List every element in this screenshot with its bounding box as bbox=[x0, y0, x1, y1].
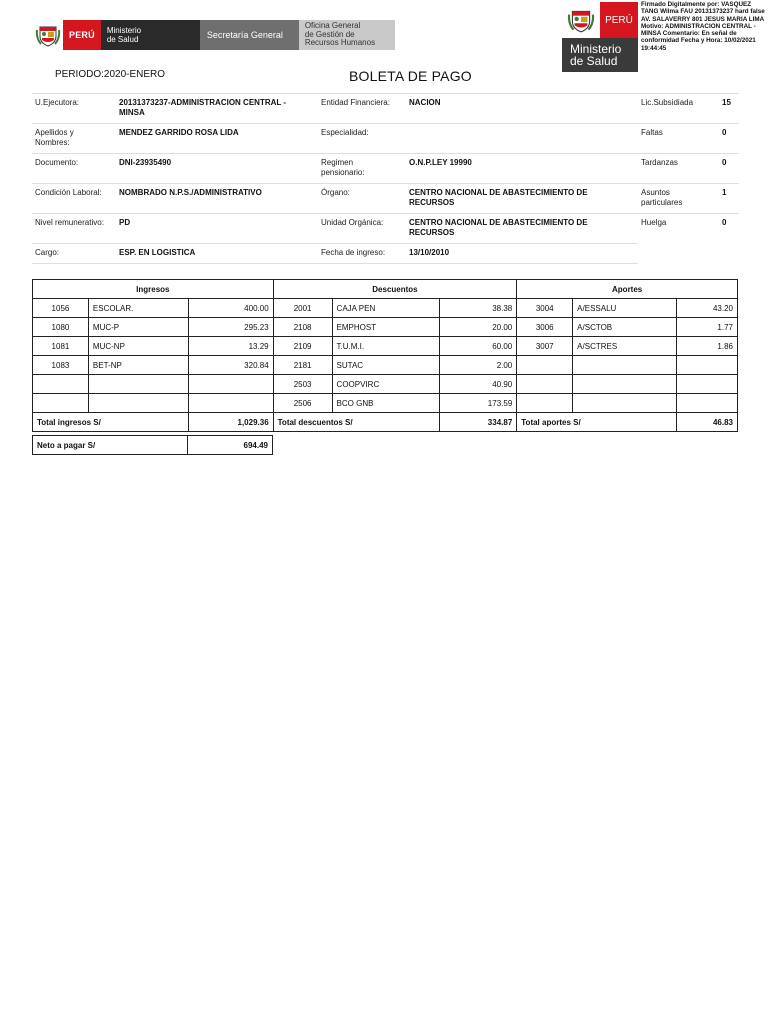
ingreso-code: 1056 bbox=[33, 299, 89, 318]
descuento-name: CAJA PEN bbox=[332, 299, 440, 318]
digital-signature-text: Firmado Digitalmente por: VASQUEZ TANG Wilma FAU 20131373237 hard false AV. SALAVERRY 801 JESUS MARIA LIMA Motivo: ADMINISTRACION CENTRAL - MINSA Comentario: En señal de conformidad Fecha y Hora: 10/02/2021 19:44:45 bbox=[641, 1, 765, 52]
ingreso-code: 1080 bbox=[33, 318, 89, 337]
ejecutora-label: U.Ejecutora: bbox=[35, 98, 80, 107]
total-ingresos-label: Total ingresos S/ bbox=[33, 413, 189, 432]
aportes-header: Aportes bbox=[517, 280, 738, 299]
entidad-value: NACION bbox=[409, 98, 441, 107]
ingreso-code: 1083 bbox=[33, 356, 89, 375]
organo-label: Órgano: bbox=[321, 188, 350, 197]
asuntos-label: Asuntos particulares bbox=[641, 188, 683, 207]
aporte-amount bbox=[677, 394, 738, 413]
ingreso-amount: 295.23 bbox=[188, 318, 273, 337]
ingreso-name: MUC-NP bbox=[88, 337, 188, 356]
asuntos-value: 1 bbox=[722, 188, 727, 197]
apellidos-label: Apellidos y Nombres: bbox=[35, 128, 74, 147]
aporte-name: A/SCTOB bbox=[573, 318, 677, 337]
descuento-amount: 40.90 bbox=[440, 375, 517, 394]
signature-ministerio-line1: Ministerio bbox=[570, 42, 622, 56]
ingreso-amount: 400.00 bbox=[188, 299, 273, 318]
descuentos-header: Descuentos bbox=[273, 280, 517, 299]
huelga-value: 0 bbox=[722, 218, 727, 227]
nivel-value: PD bbox=[119, 218, 131, 227]
signature-logo bbox=[562, 2, 638, 72]
page-title: BOLETA DE PAGO bbox=[349, 68, 472, 84]
ingresos-header: Ingresos bbox=[33, 280, 274, 299]
huelga-label: Huelga bbox=[641, 218, 667, 227]
ingreso-amount bbox=[188, 375, 273, 394]
nivel-label: Nivel remunerativo: bbox=[35, 218, 104, 227]
oficina-line1: Oficina General bbox=[304, 21, 361, 31]
fecha-ingreso-value: 13/10/2010 bbox=[409, 248, 450, 257]
fecha-ingreso-label: Fecha de ingreso: bbox=[321, 248, 386, 257]
periodo-label: PERIODO:2020-ENERO bbox=[55, 69, 166, 80]
info-row-ejecutora bbox=[32, 93, 739, 123]
documento-label: Documento: bbox=[35, 158, 79, 167]
descuento-amount: 2.00 bbox=[440, 356, 517, 375]
descuento-code: 2181 bbox=[273, 356, 332, 375]
cargo-label: Cargo: bbox=[35, 248, 60, 257]
info-row-documento bbox=[32, 153, 739, 183]
table-row bbox=[33, 299, 738, 318]
total-aportes-value: 46.83 bbox=[677, 413, 738, 432]
apellidos-value: MENDEZ GARRIDO ROSA LIDA bbox=[119, 128, 239, 137]
oficina-line3: Recursos Humanos bbox=[304, 38, 376, 48]
ingreso-name: BET-NP bbox=[88, 356, 188, 375]
info-row-condicion bbox=[32, 183, 739, 213]
aporte-code: 3006 bbox=[517, 318, 573, 337]
aporte-name: A/SCTRES bbox=[573, 337, 677, 356]
descuento-name: BCO GNB bbox=[332, 394, 440, 413]
condicion-label: Condición Laboral: bbox=[35, 188, 102, 197]
table-row bbox=[33, 356, 738, 375]
signature-peru-label: PERÚ bbox=[600, 2, 638, 38]
ejecutora-value: 20131373237-ADMINISTRACION CENTRAL - MINSA bbox=[119, 98, 287, 117]
net-pay-table bbox=[32, 435, 273, 455]
tardanzas-label: Tardanzas bbox=[641, 158, 678, 167]
total-aportes-label: Total aportes S/ bbox=[517, 413, 677, 432]
especialidad-label: Especialidad: bbox=[321, 128, 369, 137]
tardanzas-value: 0 bbox=[722, 158, 727, 167]
regimen-value: O.N.P.LEY 19990 bbox=[409, 158, 472, 167]
ingreso-code bbox=[33, 375, 89, 394]
faltas-value: 0 bbox=[722, 128, 727, 137]
ministerio-line2: de Salud bbox=[106, 35, 139, 44]
total-ingresos-value: 1,029.36 bbox=[188, 413, 273, 432]
aporte-amount: 43.20 bbox=[677, 299, 738, 318]
aporte-amount bbox=[677, 375, 738, 394]
ingreso-amount: 13.29 bbox=[188, 337, 273, 356]
cargo-value: ESP. EN LOGISTICA bbox=[119, 248, 196, 257]
table-row bbox=[33, 375, 738, 394]
signature-ministerio-line2: de Salud bbox=[570, 54, 618, 68]
ingreso-name: MUC-P bbox=[88, 318, 188, 337]
oficina-label bbox=[299, 20, 395, 50]
lic-value: 15 bbox=[722, 98, 731, 107]
condicion-value: NOMBRADO N.P.S./ADMINISTRATIVO bbox=[119, 188, 262, 197]
total-descuentos-label: Total descuentos S/ bbox=[273, 413, 440, 432]
aporte-code bbox=[517, 375, 573, 394]
oficina-line2: de Gestión de bbox=[304, 29, 355, 39]
regimen-label: Regimen pensionario: bbox=[321, 158, 365, 177]
aporte-name bbox=[573, 394, 677, 413]
unidad-value: CENTRO NACIONAL DE ABASTECIMIENTO DE RECURSOS bbox=[409, 218, 588, 237]
secretaria-label: Secretaría General bbox=[200, 20, 299, 50]
table-row bbox=[33, 394, 738, 413]
descuento-code: 2503 bbox=[273, 375, 332, 394]
aporte-amount bbox=[677, 356, 738, 375]
aporte-code: 3004 bbox=[517, 299, 573, 318]
info-row-apellidos bbox=[32, 123, 739, 153]
faltas-label: Faltas bbox=[641, 128, 663, 137]
aporte-code bbox=[517, 356, 573, 375]
descuento-code: 2108 bbox=[273, 318, 332, 337]
signature-ministerio-label bbox=[562, 38, 638, 72]
descuento-name: T.U.M.I. bbox=[332, 337, 440, 356]
neto-value: 694.49 bbox=[188, 436, 273, 455]
entidad-label: Entidad Financiera: bbox=[321, 98, 390, 107]
aporte-name: A/ESSALU bbox=[573, 299, 677, 318]
ingreso-name bbox=[88, 375, 188, 394]
descuento-amount: 173.59 bbox=[440, 394, 517, 413]
descuento-code: 2109 bbox=[273, 337, 332, 356]
descuento-code: 2506 bbox=[273, 394, 332, 413]
lic-label: Lic.Subsidiada bbox=[641, 98, 694, 107]
aporte-amount: 1.86 bbox=[677, 337, 738, 356]
table-header-row bbox=[33, 280, 738, 299]
ingreso-code: 1081 bbox=[33, 337, 89, 356]
descuento-name: COOPVIRC bbox=[332, 375, 440, 394]
signature-crest-icon bbox=[562, 2, 600, 38]
info-row-cargo bbox=[32, 243, 638, 264]
descuento-name: EMPHOST bbox=[332, 318, 440, 337]
ministerio-label bbox=[101, 20, 200, 50]
info-row-nivel bbox=[32, 213, 739, 243]
descuento-code: 2001 bbox=[273, 299, 332, 318]
ingreso-code bbox=[33, 394, 89, 413]
aporte-name bbox=[573, 375, 677, 394]
peru-crest-icon bbox=[33, 20, 63, 50]
table-row bbox=[33, 337, 738, 356]
aporte-amount: 1.77 bbox=[677, 318, 738, 337]
table-row bbox=[33, 318, 738, 337]
descuento-amount: 20.00 bbox=[440, 318, 517, 337]
ingreso-amount bbox=[188, 394, 273, 413]
descuento-amount: 60.00 bbox=[440, 337, 517, 356]
descuento-amount: 38.38 bbox=[440, 299, 517, 318]
documento-value: DNI-23935490 bbox=[119, 158, 172, 167]
descuento-name: SUTAC bbox=[332, 356, 440, 375]
ingreso-name bbox=[88, 394, 188, 413]
total-descuentos-value: 334.87 bbox=[440, 413, 517, 432]
aporte-code bbox=[517, 394, 573, 413]
organo-value: CENTRO NACIONAL DE ABASTECIMIENTO DE RECURSOS bbox=[409, 188, 588, 207]
ingreso-amount: 320.84 bbox=[188, 356, 273, 375]
ingreso-name: ESCOLAR. bbox=[88, 299, 188, 318]
neto-label: Neto a pagar S/ bbox=[33, 436, 188, 455]
aporte-name bbox=[573, 356, 677, 375]
payroll-table bbox=[32, 279, 738, 432]
ministerio-line1: Ministerio bbox=[106, 26, 142, 35]
net-pay-row bbox=[33, 436, 273, 455]
peru-label: PERÚ bbox=[63, 20, 101, 50]
header-banner bbox=[33, 20, 395, 50]
totals-row bbox=[33, 413, 738, 432]
aporte-code: 3007 bbox=[517, 337, 573, 356]
unidad-label: Unidad Orgánica: bbox=[321, 218, 384, 227]
